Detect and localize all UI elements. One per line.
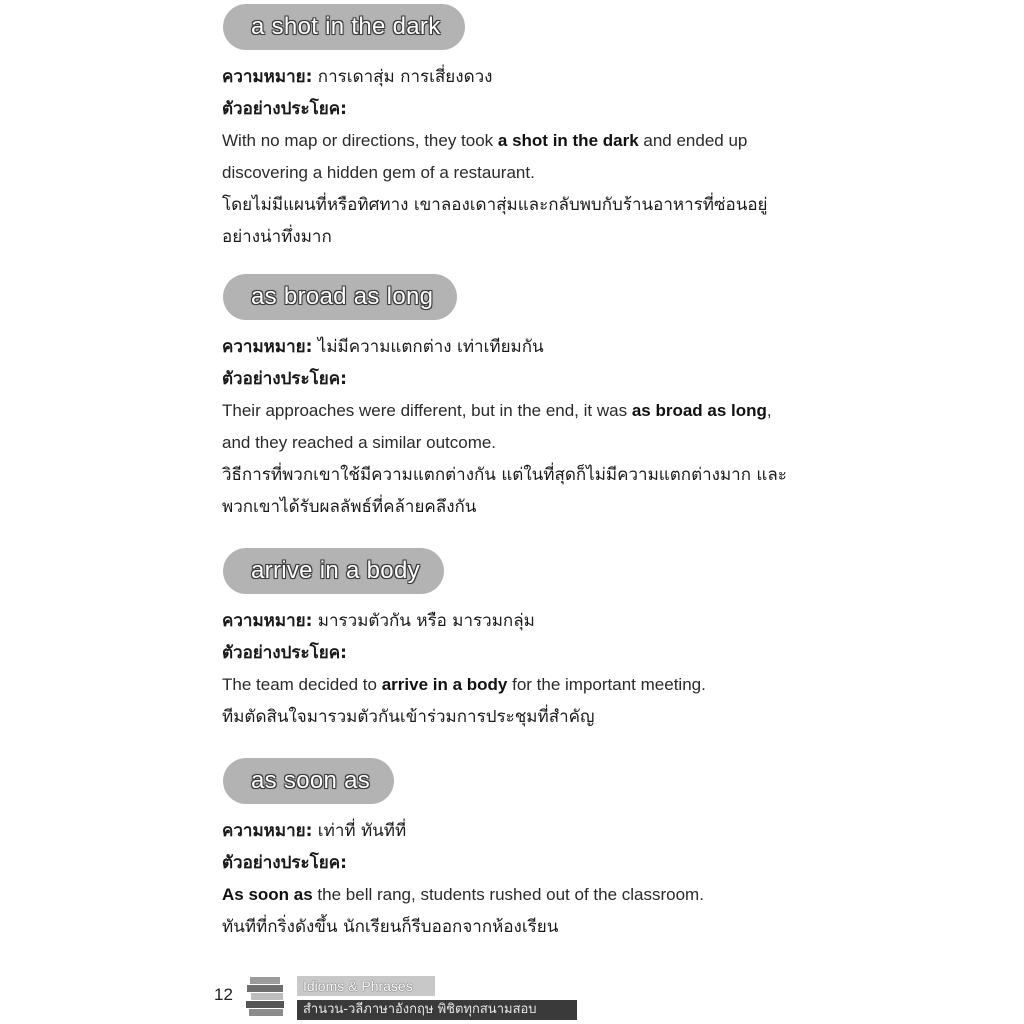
example-en-text: the bell rang, students rushed out of the classroom. (312, 885, 704, 904)
meaning-text: การเดาสุ่ม การเสี่ยงดวง (317, 67, 493, 87)
idiom-entry (222, 274, 802, 523)
idiom-heading: as broad as long (223, 274, 457, 320)
example-en-continued: and they reached a similar outcome. (222, 433, 497, 452)
example-label: ตัวอย่างประโยค: (222, 99, 347, 119)
example-en (222, 879, 802, 911)
idiom-entry (222, 758, 802, 943)
example-en-text: Their approaches were different, but in the end, it was (222, 401, 632, 420)
meaning-text: มารวมตัวกัน หรือ มารวมกลุ่ม (317, 611, 535, 631)
idiom-heading: a shot in the dark (223, 4, 465, 50)
meaning-line (222, 605, 802, 637)
example-th: โดยไม่มีแผนที่หรือทิศทาง เขาลองเดาสุ่มและกลับพบกับร้านอาหารที่ซ่อนอยู่ (222, 195, 768, 215)
meaning-line (222, 61, 802, 93)
example-en (222, 395, 802, 427)
idiom-entry (222, 548, 802, 733)
example-en-text: The team decided to (222, 675, 382, 694)
meaning-label: ความหมาย: (222, 611, 313, 631)
meaning-label: ความหมาย: (222, 821, 313, 841)
example-en-text: , (766, 401, 772, 420)
idiom-highlight: arrive in a body (381, 675, 508, 694)
idiom-highlight: as broad as long (631, 401, 767, 420)
idiom-highlight: As soon as (222, 885, 313, 904)
example-en (222, 669, 802, 701)
example-th-continued: อย่างน่าทึ่งมาก (222, 227, 332, 247)
book-subtitle: สำนวน-วลีภาษาอังกฤษ พิชิตทุกสนามสอบ (297, 1000, 577, 1020)
idiom-heading: arrive in a body (223, 548, 444, 594)
meaning-line (222, 331, 802, 363)
example-th: ทันทีที่กริ่งดังขึ้น นักเรียนก็รีบออกจากห้องเรียน (222, 917, 559, 937)
example-en-text: and ended up (638, 131, 748, 150)
meaning-label: ความหมาย: (222, 67, 313, 87)
example-en-text: for the important meeting. (507, 675, 706, 694)
page-number: 12 (214, 985, 233, 1004)
series-title: Idioms & Phrases (297, 976, 435, 996)
meaning-text: ไม่มีความแตกต่าง เท่าเทียมกัน (317, 337, 544, 357)
idiom-highlight: a shot in the dark (497, 131, 639, 150)
example-th: ทีมตัดสินใจมารวมตัวกันเข้าร่วมการประชุมที่สำคัญ (222, 707, 595, 727)
example-en (222, 125, 802, 157)
example-en-text: With no map or directions, they took (222, 131, 498, 150)
example-label: ตัวอย่างประโยค: (222, 369, 347, 389)
example-en-continued: discovering a hidden gem of a restaurant. (222, 163, 535, 182)
meaning-label: ความหมาย: (222, 337, 313, 357)
example-th: วิธีการที่พวกเขาใช้มีความแตกต่างกัน แต่ในที่สุดก็ไม่มีความแตกต่างมาก และ (222, 465, 787, 485)
example-th-continued: พวกเขาได้รับผลลัพธ์ที่คล้ายคลึงกัน (222, 497, 477, 517)
example-label: ตัวอย่างประโยค: (222, 643, 347, 663)
example-label: ตัวอย่างประโยค: (222, 853, 347, 873)
stacked-books-icon (246, 975, 288, 1017)
idiom-heading: as soon as (223, 758, 394, 804)
meaning-line (222, 815, 802, 847)
idiom-entry (222, 4, 802, 253)
meaning-text: เท่าที่ ทันทีที่ (317, 821, 407, 841)
